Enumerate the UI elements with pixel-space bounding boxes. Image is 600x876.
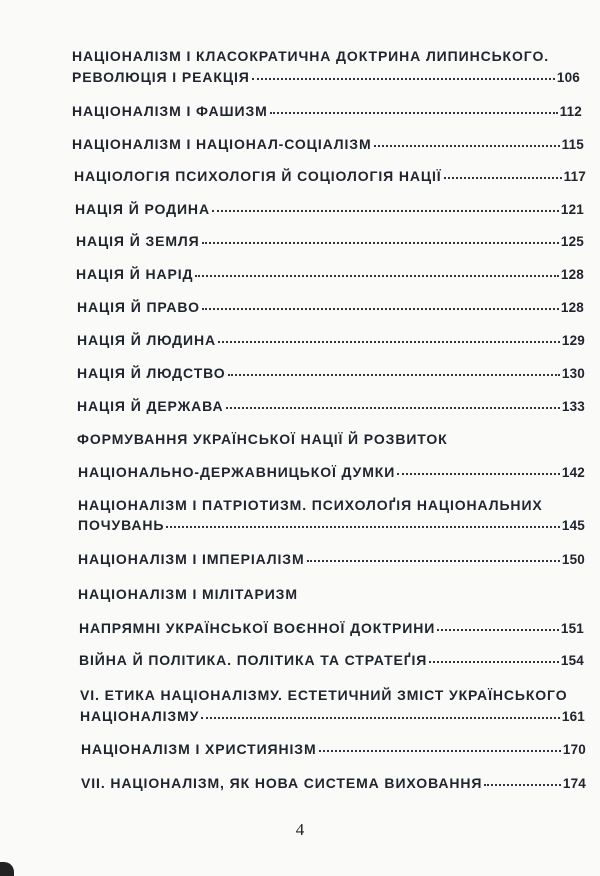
toc-entry-title: НАЦІОНАЛІЗМ І КЛАСОКРАТИЧНА ДОКТРИНА ЛИПИНСЬКОГО.	[72, 48, 550, 64]
toc-page-number: 128	[560, 300, 584, 315]
toc-entry-title: НАЦІЯ Й РОДИНА	[75, 201, 210, 217]
toc-entry	[72, 102, 582, 121]
toc-entry-title: НАЦІЯ Й ЛЮДСТВО	[77, 365, 226, 381]
toc-entry-title: НАЦІОНАЛІЗМ І НАЦІОНАЛ-СОЦІАЛІЗМ	[72, 136, 372, 152]
toc-page-number: 151	[560, 621, 584, 636]
toc-page-number: 117	[563, 169, 586, 184]
toc-entry-title: НАЦІЯ Й ДЕРЖАВА	[77, 398, 224, 414]
toc-entry	[79, 651, 584, 670]
toc-entry-title: НАЦІОНАЛІЗМ І МІЛІТАРИЗМ	[78, 586, 298, 602]
toc-entry	[80, 707, 585, 726]
toc-entry-title: VI. ЕТИКА НАЦІОНАЛІЗМУ. ЕСТЕТИЧНИЙ ЗМІСТ УКРАЇНСЬКОГО	[80, 687, 568, 703]
toc-page-number: 115	[561, 137, 584, 152]
toc-entry	[72, 135, 584, 154]
toc-page-number: 154	[560, 653, 584, 668]
page-corner-shadow	[0, 862, 14, 876]
toc-entry-title: НАЦІЯ Й НАРІД	[76, 266, 194, 282]
toc-entry	[79, 619, 584, 638]
toc-page-number: 145	[561, 518, 585, 533]
toc-entry	[81, 740, 586, 759]
dot-leader	[166, 526, 559, 528]
toc-entry-title: НАЦІОНАЛІЗМ І ФАШИЗМ	[72, 103, 268, 119]
toc-entry	[77, 298, 584, 317]
toc-entry-title: НАЦІОНАЛЬНО-ДЕРЖАВНИЦЬКОЇ ДУМКИ	[78, 464, 396, 480]
toc-entry-title-line	[78, 585, 558, 603]
toc-entry-title: ФОРМУВАННЯ УКРАЇНСЬКОЇ НАЦІЇ Й РОЗВИТОК	[77, 431, 448, 447]
toc-entry-title: НАЦІЯ Й ПРАВО	[77, 299, 200, 315]
toc-entry	[75, 200, 584, 219]
toc-entry-title: НАЦІЯ Й ЛЮДИНА	[77, 332, 217, 348]
toc-page-number: 142	[561, 465, 585, 480]
toc-entry-title-line	[77, 430, 557, 448]
toc-entry-title: НАЦІОНАЛІЗМ І ІМПЕРІАЛІЗМ	[78, 551, 305, 567]
toc-page-number: 130	[561, 366, 585, 381]
dot-leader	[228, 374, 560, 376]
toc-page-number: 125	[560, 234, 584, 249]
toc-page-number: 129	[561, 333, 585, 348]
toc-entry	[81, 774, 586, 793]
toc-entry-title-line	[78, 496, 568, 514]
dot-leader	[226, 407, 560, 409]
dot-leader	[374, 145, 560, 147]
toc-page-number: 161	[561, 709, 585, 724]
toc-page-number: 112	[559, 104, 582, 119]
dot-leader	[201, 717, 560, 719]
toc-page-number: 106	[556, 70, 580, 85]
toc-entry	[77, 397, 585, 416]
toc-entry-title: ВІЙНА Й ПОЛІТИКА. ПОЛІТИКА ТА СТРАТЕҐІЯ	[79, 652, 428, 668]
toc-entry-title: НАЦІОНАЛІЗМ І ПАТРІОТИЗМ. ПСИХОЛОҐІЯ НАЦІОНАЛЬНИХ	[78, 497, 543, 513]
toc-entry-title: НАЦІОНАЛІЗМУ	[80, 708, 200, 724]
dot-leader	[202, 308, 559, 310]
dot-leader	[212, 210, 559, 212]
dot-leader	[270, 112, 558, 114]
toc-page-number: 170	[562, 742, 586, 757]
toc-page-number: 150	[561, 552, 585, 567]
dot-leader	[307, 560, 560, 562]
toc-entry	[74, 167, 586, 186]
toc-entry-title: РЕВОЛЮЦІЯ І РЕАКЦІЯ	[72, 69, 250, 85]
toc-entry-title-line	[72, 47, 552, 65]
toc-entry	[78, 516, 585, 535]
dot-leader	[202, 242, 559, 244]
toc-entry-title: НАЦІОНАЛІЗМ І ХРИСТИЯНІЗМ	[81, 741, 317, 757]
dot-leader	[252, 78, 555, 80]
dot-leader	[319, 750, 561, 752]
dot-leader	[218, 341, 560, 343]
toc-entry-title: ПОЧУВАНЬ	[78, 517, 165, 533]
dot-leader	[444, 177, 562, 179]
toc-entry	[76, 232, 584, 251]
toc-entry	[78, 463, 585, 482]
toc-entry-title: VII. НАЦІОНАЛІЗМ, ЯК НОВА СИСТЕМА ВИХОВАННЯ	[81, 775, 483, 791]
toc-page-number: 128	[560, 267, 584, 282]
toc-entry	[76, 265, 584, 284]
dot-leader	[437, 629, 559, 631]
toc-entry-title-line	[80, 686, 580, 704]
dot-leader	[397, 473, 560, 475]
dot-leader	[484, 784, 560, 786]
toc-entry-title: НАПРЯМНІ УКРАЇНСЬКОЇ ВОЄННОЇ ДОКТРИНИ	[79, 620, 436, 636]
toc-entry	[77, 364, 585, 383]
toc-page-number: 174	[562, 776, 586, 791]
toc-entry	[72, 68, 580, 87]
dot-leader	[195, 275, 559, 277]
toc-entry-title: НАЦІОЛОГІЯ ПСИХОЛОГІЯ Й СОЦІОЛОГІЯ НАЦІЇ	[74, 168, 442, 184]
page-number: 4	[295, 820, 305, 839]
toc-entry-title: НАЦІЯ Й ЗЕМЛЯ	[76, 233, 200, 249]
toc-entry	[78, 550, 585, 569]
dot-leader	[429, 661, 559, 663]
toc-page-number: 133	[561, 399, 585, 414]
toc-page-number: 121	[560, 202, 584, 217]
toc-entry	[77, 331, 585, 350]
